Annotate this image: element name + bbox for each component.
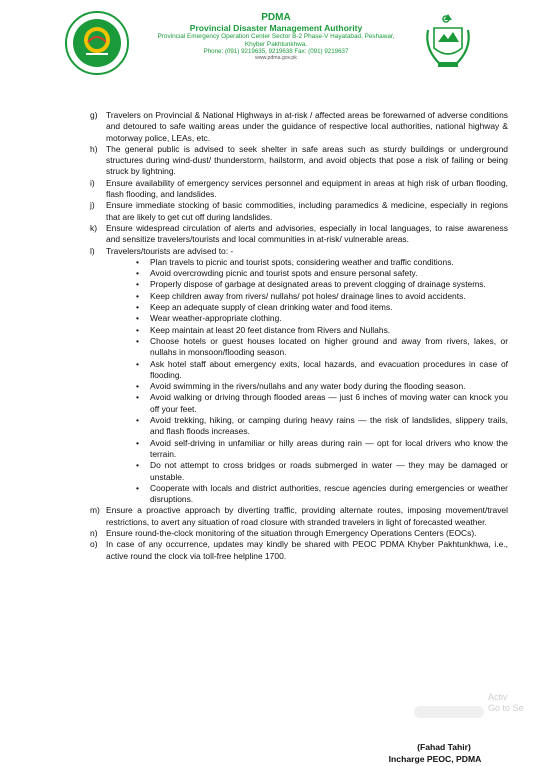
list-item [90, 505, 508, 528]
item-text: Ensure round-the-clock monitoring of the situation through Emergency Operations Centers (EOCs). [106, 527, 477, 538]
bullet-icon: • [136, 268, 139, 279]
item-marker: k) [90, 222, 98, 233]
item-marker: i) [90, 177, 95, 188]
bullet-text: Plan travels to picnic and tourist spots, considering weather and traffic conditions. [150, 256, 454, 267]
list-item [90, 246, 508, 257]
list-item [90, 528, 508, 539]
bullet-item [136, 483, 508, 506]
bullet-item [136, 325, 508, 336]
bullet-icon: • [136, 437, 139, 448]
bullet-icon: • [136, 302, 139, 313]
bullet-icon: • [136, 256, 139, 267]
item-text: Ensure widespread circulation of alerts and advisories, especially in local languages, to raise awareness and sensitize travelers/tourists and local communities in at-risk/ vulnerable areas. [106, 222, 508, 245]
item-marker: h) [90, 143, 98, 154]
bullet-icon: • [136, 381, 139, 392]
bullet-item [136, 336, 508, 359]
item-text: Ensure a proactive approach by diverting traffic, providing alternate routes, imposing movement/travel restrictions, to avert any situation of road closure with stranded travelers in light of forecasted weather. [106, 505, 508, 527]
signatory-name: (Fahad Tahir) [417, 742, 471, 752]
org-name: Provincial Disaster Management Authority [189, 22, 363, 33]
item-text: Ensure immediate stocking of basic commodities, including paramedics & medicine, especially in regions that are likely to get cut off during landslides. [106, 200, 508, 222]
bullet-text: Keep an adequate supply of clean drinking water and food items. [150, 302, 393, 313]
list-item [90, 200, 508, 223]
government-emblem-icon [420, 10, 476, 72]
bullet-icon: • [136, 415, 139, 426]
bullet-icon: • [136, 358, 139, 369]
item-text: Ensure availability of emergency services personnel and equipment in areas at high risk of urban flooding, flash flooding, and landslides. [106, 177, 508, 200]
advisory-body [90, 110, 508, 562]
bullet-text: Properly dispose of garbage at designated areas to prevent clogging of drainage systems. [150, 279, 486, 290]
item-text: Travelers/tourists are advised to: - [106, 245, 234, 256]
item-marker: o) [90, 539, 98, 550]
bullet-icon: • [136, 460, 139, 471]
bullet-icon: • [136, 324, 139, 335]
bullet-text: Ask hotel staff about emergency exits, local hazards, and evacuation procedures in case of flooding. [150, 358, 508, 380]
list-item [90, 223, 508, 246]
item-marker: m) [90, 505, 100, 516]
org-contact: Phone: (091) 9219635, 9219638 Fax: (091) 9219637 [203, 48, 349, 56]
bullet-icon: • [136, 392, 139, 403]
item-marker: n) [90, 527, 98, 538]
item-marker: g) [90, 110, 98, 120]
bullet-text: Keep children away from rivers/ nullahs/ pot holes/ drainage lines to avoid accidents. [150, 290, 466, 301]
activation-watermark [488, 692, 544, 732]
item-text: In case of any occurrence, updates may kindly be shared with PEOC PDMA Khyber Pakhtunkhwa, i.e., active round the clock via toll-free helpline 1700. [106, 539, 508, 561]
bullet-text: Avoid walking or driving through flooded areas — just 6 inches of moving water can knock you off your feet. [150, 392, 508, 414]
bullet-text: Avoid swimming in the rivers/nullahs and any water body during the flooding season. [150, 381, 466, 392]
bullet-icon: • [136, 482, 139, 493]
bullet-item [136, 313, 508, 324]
bullet-item [136, 291, 508, 302]
bullet-item [136, 460, 508, 483]
bullet-text: Cooperate with locals and district authorities, rescue agencies during emergencies or weather disruptions. [150, 482, 508, 505]
letterhead [0, 0, 544, 90]
bullet-icon: • [136, 279, 139, 290]
signatory-title: Incharge PEOC, PDMA [388, 753, 482, 764]
bullet-item [136, 415, 508, 438]
bullet-icon: • [136, 313, 139, 324]
item-text: Travelers on Provincial & National Highways in at-risk / affected areas be forewarned of adverse conditions and detoured to safe waiting areas under the guidance of respective local authorities, national highway & motorway police, LEAs, etc. [106, 110, 508, 143]
bullet-text: Keep maintain at least 20 feet distance from Rivers and Nullahs. [150, 324, 391, 335]
bullet-text: Wear weather-appropriate clothing. [150, 313, 282, 324]
watermark-line-1: Activ [488, 692, 508, 702]
item-marker: j) [90, 200, 95, 211]
list-item [90, 178, 508, 201]
watermark-line-2: Go to Se [488, 703, 524, 713]
bullet-item [136, 279, 508, 290]
list-item [90, 539, 508, 562]
org-short-name: PDMA [261, 12, 291, 23]
org-address-line-1: Provincial Emergency Operation Center Sector B-2 Phase-V Hayatabad, Peshawar, [157, 33, 395, 41]
bullet-item [136, 438, 508, 461]
list-item [90, 144, 508, 178]
bullet-item [136, 359, 508, 382]
list-item [90, 110, 508, 144]
bullet-text: Avoid self-driving in unfamiliar or hilly areas during rain — opt for local drivers who know the terrain. [150, 437, 508, 459]
bullet-item [136, 302, 508, 313]
org-website: www.pdma.gov.pk [255, 55, 297, 62]
redacted-mark [414, 706, 484, 718]
signature-block [360, 742, 510, 765]
bullet-icon: • [136, 335, 139, 346]
bullet-item [136, 381, 508, 392]
bullet-icon: • [136, 290, 139, 301]
pdma-logo-icon [64, 10, 130, 76]
bullet-item [136, 392, 508, 415]
bullet-text: Avoid trekking, hiking, or camping during heavy rains — the risk of landslides, slippery trails, and flash floods increases. [150, 415, 508, 437]
bullet-text: Avoid overcrowding picnic and tourist spots and ensure personal safety. [150, 268, 418, 279]
bullet-text: Choose hotels or guest houses located on higher ground and away from rivers, lakes, or nullahs in monsoon/flooding season. [150, 335, 508, 358]
bullet-item [136, 257, 508, 268]
item-marker: l) [90, 245, 95, 256]
bullet-text: Do not attempt to cross bridges or roads submerged in water — they may be damaged or unstable. [150, 460, 508, 482]
org-address-line-2: Khyber Pakhtunkhwa. [244, 40, 308, 48]
item-text: The general public is advised to seek shelter in safe areas such as sturdy buildings or underground structures during wind-dust/ thunderstorm, hailstorm, and avoid objects that pose a risk of failing or being struck by lightning. [106, 143, 508, 177]
bullet-item [136, 268, 508, 279]
traveler-advice-list [90, 257, 508, 506]
